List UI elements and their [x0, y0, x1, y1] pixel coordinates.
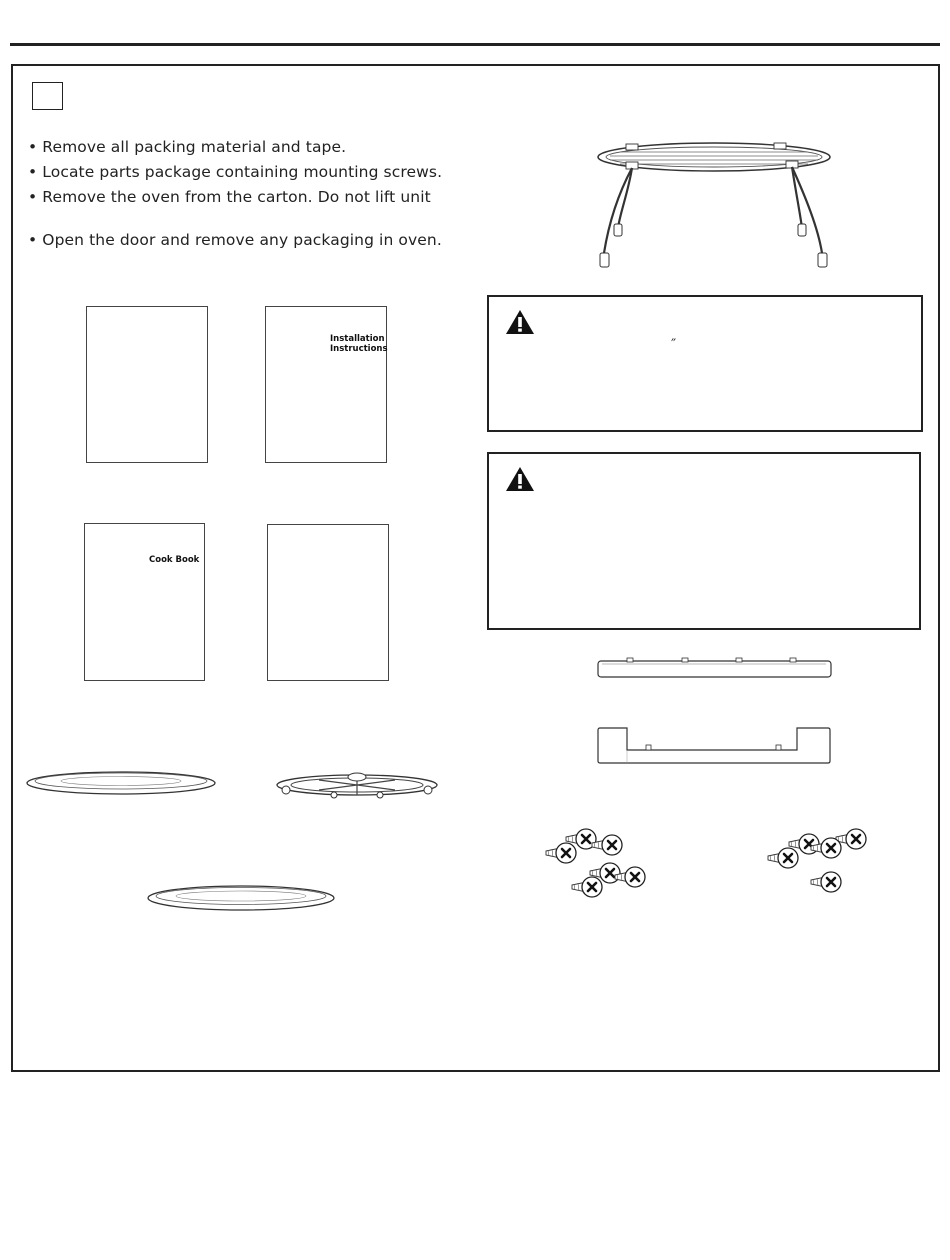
screw-set-left: [538, 825, 653, 903]
screw-icon: [768, 848, 798, 868]
glass-tray: [145, 883, 337, 913]
instruction-locate-parts: • Locate parts package containing mounting screws.: [28, 163, 443, 181]
installation-instructions-label: Installation Instructions: [330, 334, 388, 354]
turntable-roller-ring: [274, 768, 440, 802]
installation-instructions-document: [265, 306, 387, 463]
instruction-open-door: • Open the door and remove any packaging in oven.: [28, 231, 442, 249]
instruction-remove-oven: • Remove the oven from the carton. Do not lift unit: [28, 188, 431, 206]
screw-icon: [546, 843, 576, 863]
owners-manual-document: [86, 306, 208, 463]
mounting-strip: [596, 655, 834, 681]
cookbook-document: [84, 523, 205, 681]
cookbook-label: Cook Book: [149, 555, 200, 565]
screw-icon: [572, 877, 602, 897]
instruction-list: [28, 135, 468, 253]
screw-set-right: [760, 822, 875, 900]
cooking-rack: [596, 138, 836, 272]
warning-triangle-icon: [505, 309, 535, 335]
warning-box-1: [487, 295, 923, 432]
mounting-plate: [596, 726, 834, 766]
quick-start-document: [267, 524, 389, 681]
glass-turntable-tray: [24, 768, 218, 798]
screw-icon: [811, 872, 841, 892]
instruction-remove-packing: • Remove all packing material and tape.: [28, 138, 347, 156]
step-number-box: [32, 82, 63, 110]
warning-triangle-icon: [505, 466, 535, 492]
warning-box-2: [487, 452, 921, 630]
inch-mark: ″: [671, 337, 677, 353]
top-rule: [10, 43, 940, 46]
